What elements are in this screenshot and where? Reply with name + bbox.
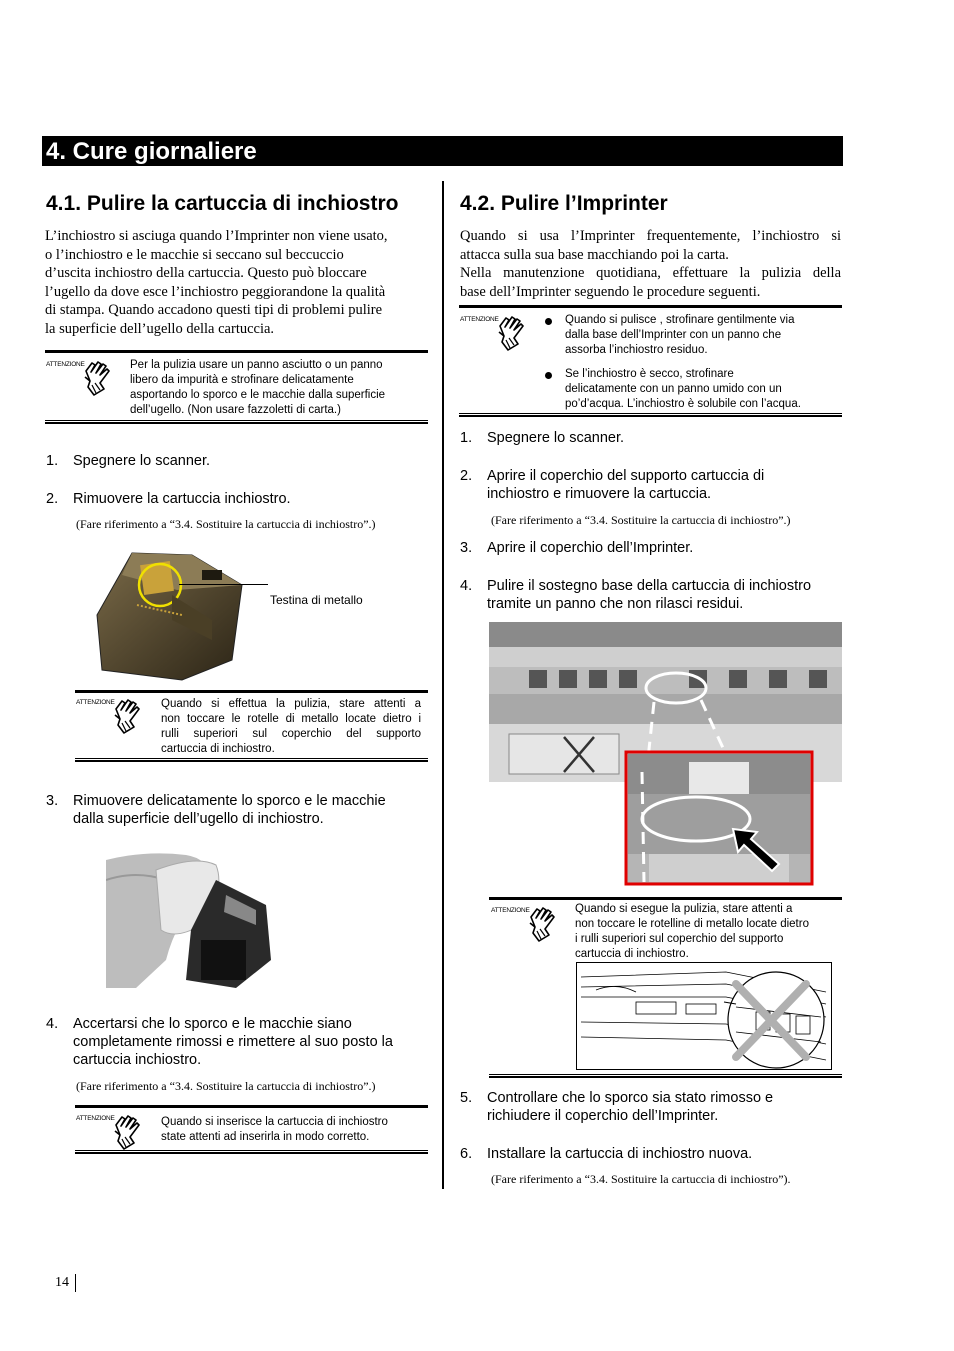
- page-number-bar: [75, 1274, 76, 1292]
- note-line: non toccare le rotelline di metallo locate dietro: [575, 918, 809, 930]
- left-step-3: [46, 792, 426, 832]
- intro-line: base dell’Imprinter seguendo le procedure seguenti.: [460, 283, 761, 300]
- intro-line: di stampa. Quando accadono questi tipi di problemi pulire: [45, 302, 383, 318]
- right-step-5: [460, 1089, 840, 1129]
- note-line: Se l’inchiostro è secco, strofinare: [565, 368, 734, 380]
- note-line: Quando si esegue la pulizia, stare attenti a: [575, 903, 793, 915]
- right-step-1: [460, 429, 840, 449]
- attention-label: ATTENZIONE: [76, 1115, 115, 1122]
- attention-label: ATTENZIONE: [76, 699, 115, 706]
- do-not-touch-rollers-drawing: [576, 962, 832, 1070]
- step-line: cartuccia inchiostro.: [73, 1052, 202, 1068]
- left-step-4: [46, 1015, 436, 1073]
- note-line: po’d’acqua. L’inchiostro è solubile con l’acqua.: [565, 398, 801, 410]
- attention-badge: [76, 697, 146, 737]
- note-bottom-rule: [489, 1074, 842, 1078]
- imprinter-base-photo: [489, 622, 843, 886]
- step-number: 1.: [460, 430, 473, 446]
- page-number: 14: [55, 1275, 69, 1290]
- note-line: assorba l’inchiostro residuo.: [565, 344, 708, 356]
- note-line: rulli superiori sul coperchio del supporto: [161, 728, 421, 740]
- step-text: Installare la cartuccia di inchiostro nuova.: [487, 1146, 753, 1162]
- left-note-3: [161, 1115, 423, 1145]
- note-top-rule: [459, 305, 842, 308]
- right-section-title: 4.2. Pulire l’Imprinter: [460, 192, 668, 215]
- note-line: Quando si inserisce la cartuccia di inchiostro: [161, 1116, 388, 1128]
- step-text: Spegnere lo scanner.: [487, 430, 625, 446]
- right-step-2: [460, 467, 840, 507]
- step-line: inchiostro e rimuovere la cartuccia.: [487, 486, 712, 502]
- step-text: Aprire il coperchio dell’Imprinter.: [487, 540, 694, 556]
- step-line: completamente rimossi e rimettere al suo posto la: [73, 1034, 393, 1050]
- bullet-dot: [545, 318, 552, 325]
- intro-line: d’uscita inchiostro della cartuccia. Questo può bloccare: [45, 265, 367, 281]
- step-number: 4.: [460, 578, 473, 594]
- step-text: [487, 1089, 773, 1125]
- callout-label: Testina di metallo: [270, 593, 363, 607]
- warning-hand-icon: [82, 359, 114, 397]
- left-note-1: [130, 358, 422, 418]
- step-line: Rimuovere delicatamente lo sporco e le macchie: [73, 793, 386, 809]
- note-line: Quando si pulisce , strofinare gentilmente via: [565, 314, 795, 326]
- left-reference-1: (Fare riferimento a “3.4. Sostituire la cartuccia di inchiostro”.): [76, 517, 376, 531]
- note-line: asportando lo sporco e le macchie dalla superficie: [130, 389, 386, 401]
- note-bottom-rule: [75, 758, 428, 762]
- wiping-cartridge-photo: [106, 850, 276, 988]
- step-number: 1.: [46, 453, 59, 469]
- step-number: 5.: [460, 1090, 473, 1106]
- step-number: 2.: [460, 468, 473, 484]
- intro-line: o l’inchiostro e le macchie si seccano sul beccuccio: [45, 246, 344, 263]
- note-line: cartuccia di inchiostro.: [161, 743, 275, 755]
- intro-line: L’inchiostro si asciuga quando l’Imprinter non viene usato,: [45, 228, 388, 244]
- left-note-2: [161, 697, 421, 757]
- attention-badge: [76, 1113, 146, 1153]
- note-bottom-rule: [75, 1150, 428, 1154]
- column-divider: [442, 181, 444, 1189]
- intro-line: Nella manutenzione quotidiana, effettuare la pulizia della: [460, 265, 841, 281]
- right-note-1-bullet-1: [565, 313, 840, 358]
- note-line: Per la pulizia usare un panno asciutto o un panno: [130, 359, 383, 371]
- note-line: state attenti ad inserirla in modo corretto.: [161, 1131, 370, 1143]
- step-line: tramite un panno che non rilasci residui.: [487, 596, 744, 612]
- right-reference-1: (Fare riferimento a “3.4. Sostituire la cartuccia di inchiostro”.): [491, 513, 791, 527]
- step-line: Pulire il sostegno base della cartuccia di inchiostro: [487, 578, 812, 594]
- ink-cartridge-image: [92, 545, 252, 685]
- step-line: dalla superficie dell’ugello di inchiostro.: [73, 811, 324, 827]
- note-top-rule: [75, 1105, 428, 1108]
- note-line: delicatamente con un panno umido con un: [565, 383, 782, 395]
- left-step-1: [46, 452, 426, 472]
- step-text: [73, 792, 386, 828]
- step-number: 4.: [46, 1016, 59, 1032]
- right-intro-paragraph: [460, 227, 841, 301]
- warning-hand-icon: [496, 314, 528, 352]
- step-text: [487, 467, 764, 503]
- intro-line: l’ugello da dove esce l’inchiostro peggiorandone la qualità: [45, 283, 386, 300]
- intro-line: la superficie dell’ugello della cartuccia.: [45, 320, 275, 337]
- note-line: cartuccia di inchiostro.: [575, 948, 689, 960]
- step-text: Rimuovere la cartuccia inchiostro.: [73, 491, 291, 507]
- attention-badge: [460, 314, 530, 354]
- right-step-3: [460, 539, 840, 559]
- chapter-title: 4. Cure giornaliere: [46, 138, 257, 165]
- note-line: dalla base dell’Imprinter con un panno che: [565, 329, 782, 341]
- step-number: 3.: [460, 540, 473, 556]
- step-number: 6.: [460, 1146, 473, 1162]
- warning-hand-icon: [112, 697, 144, 735]
- step-line: Aprire il coperchio del supporto cartuccia di: [487, 468, 765, 484]
- note-line: Quando si effettua la pulizia, stare attenti a: [161, 698, 421, 710]
- warning-hand-icon: [527, 905, 559, 943]
- right-note-2: [575, 902, 841, 962]
- attention-badge: [46, 359, 116, 399]
- callout-line: [179, 584, 268, 585]
- attention-label: ATTENZIONE: [460, 316, 499, 323]
- left-step-2: [46, 490, 426, 510]
- right-reference-2: (Fare riferimento a “3.4. Sostituire la cartuccia di inchiostro”).: [491, 1172, 791, 1186]
- note-bottom-rule: [459, 413, 842, 417]
- attention-label: ATTENZIONE: [491, 907, 530, 914]
- note-line: libero da impurità e strofinare delicatamente: [130, 374, 354, 386]
- step-line: Controllare che lo sporco sia stato rimosso e: [487, 1090, 774, 1106]
- left-reference-2: (Fare riferimento a “3.4. Sostituire la cartuccia di inchiostro”.): [76, 1079, 376, 1093]
- right-step-6: [460, 1145, 840, 1165]
- right-step-4: [460, 577, 845, 617]
- step-line: richiudere il coperchio dell’Imprinter.: [487, 1108, 719, 1124]
- warning-hand-icon: [112, 1113, 144, 1151]
- attention-label: ATTENZIONE: [46, 361, 85, 368]
- step-text: Spegnere lo scanner.: [73, 453, 211, 469]
- left-section-title: 4.1. Pulire la cartuccia di inchiostro: [46, 192, 399, 215]
- left-intro-paragraph: [45, 227, 427, 338]
- intro-line: Quando si usa l’Imprinter frequentemente, l’inchiostro si: [460, 228, 841, 244]
- note-line: dell’ugello. (Non usare fazzoletti di carta.): [130, 404, 341, 416]
- note-bottom-rule: [45, 420, 428, 424]
- step-line: Accertarsi che lo sporco e le macchie siano: [73, 1016, 352, 1032]
- note-line: non toccare le rotelle di metallo locate dietro i: [161, 713, 421, 725]
- note-line: i rulli superiori sul coperchio del supporto: [575, 933, 784, 945]
- note-top-rule: [489, 897, 842, 900]
- note-top-rule: [45, 350, 428, 353]
- intro-line: attacca sulla sua base macchiando poi la carta.: [460, 246, 729, 263]
- step-text: [487, 577, 811, 613]
- attention-badge: [491, 905, 561, 945]
- bullet-dot: [545, 372, 552, 379]
- step-text: [73, 1015, 393, 1069]
- step-number: 2.: [46, 491, 59, 507]
- right-note-1-bullet-2: [565, 367, 840, 412]
- note-top-rule: [75, 690, 428, 693]
- step-number: 3.: [46, 793, 59, 809]
